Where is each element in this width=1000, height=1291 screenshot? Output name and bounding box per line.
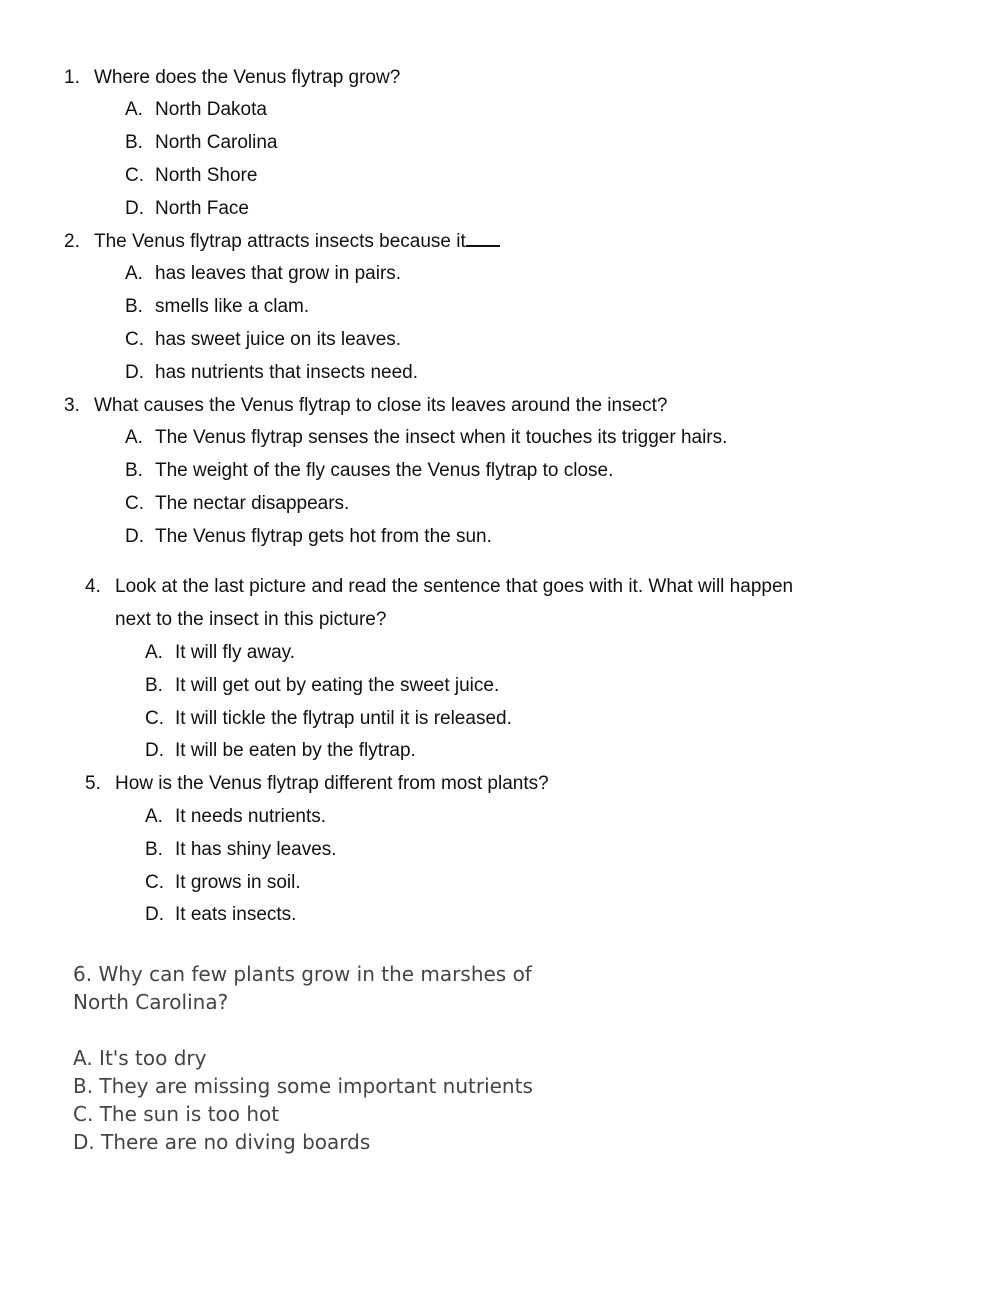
question-2 <box>64 230 500 254</box>
option-6c: C. The sun is too hot <box>73 1102 280 1126</box>
answer-blank <box>466 231 500 247</box>
option-5c <box>145 871 301 895</box>
option-4d <box>145 739 416 763</box>
option-letter: A. <box>125 99 143 120</box>
option-text: North Shore <box>155 165 258 186</box>
option-text: It has shiny leaves. <box>175 839 337 860</box>
option-3c <box>125 492 349 516</box>
option-text: North Carolina <box>155 132 278 153</box>
option-text: It will be eaten by the flytrap. <box>175 740 416 761</box>
question-4-continued <box>115 608 386 632</box>
question-text: What causes the Venus flytrap to close its leaves around the insect? <box>94 395 668 416</box>
option-letter: C. <box>125 165 144 186</box>
question-number: 1. <box>64 67 80 88</box>
option-5a <box>145 805 326 829</box>
option-1b <box>125 131 278 155</box>
option-letter: A. <box>145 642 163 663</box>
option-4a <box>145 641 295 665</box>
option-text: It grows in soil. <box>175 872 301 893</box>
question-text: The Venus flytrap attracts insects because it <box>94 231 466 252</box>
option-1c <box>125 164 257 188</box>
option-1a <box>125 98 267 122</box>
option-text: It needs nutrients. <box>175 806 327 827</box>
option-6a: A. It's too dry <box>73 1046 207 1070</box>
option-text: has leaves that grow in pairs. <box>155 263 402 284</box>
option-letter: C. <box>125 329 144 350</box>
option-letter: D. <box>125 362 144 383</box>
option-5b <box>145 838 337 862</box>
option-6b: B. They are missing some important nutrients <box>73 1074 533 1098</box>
option-letter: D. <box>125 526 144 547</box>
option-text: It will fly away. <box>175 642 296 663</box>
option-text: smells like a clam. <box>155 296 310 317</box>
question-text-line2: next to the insect in this picture? <box>115 609 387 630</box>
option-5d <box>145 903 296 927</box>
question-4 <box>85 575 793 599</box>
question-number: 4. <box>85 576 101 597</box>
question-number: 3. <box>64 395 80 416</box>
option-text: has nutrients that insects need. <box>155 362 418 383</box>
question-text: How is the Venus flytrap different from most plants? <box>115 773 549 794</box>
option-letter: C. <box>145 708 164 729</box>
option-letter: A. <box>125 263 143 284</box>
question-5 <box>85 772 549 796</box>
option-text: It will tickle the flytrap until it is released. <box>175 708 512 729</box>
option-letter: B. <box>145 839 163 860</box>
option-text: It eats insects. <box>175 904 297 925</box>
question-6-continued: North Carolina? <box>73 990 229 1014</box>
option-letter: A. <box>145 806 163 827</box>
option-letter: B. <box>125 132 143 153</box>
option-letter: C. <box>145 872 164 893</box>
option-2c <box>125 328 401 352</box>
option-4c <box>145 707 512 731</box>
option-text: North Face <box>155 198 249 219</box>
option-text: The nectar disappears. <box>155 493 350 514</box>
option-letter: C. <box>125 493 144 514</box>
option-letter: B. <box>125 460 143 481</box>
question-text: Where does the Venus flytrap grow? <box>94 67 401 88</box>
option-3b <box>125 459 613 483</box>
option-letter: D. <box>125 198 144 219</box>
option-2b <box>125 295 309 319</box>
option-text: North Dakota <box>155 99 267 120</box>
option-letter: D. <box>145 904 164 925</box>
question-number: 2. <box>64 231 80 252</box>
option-letter: A. <box>125 427 143 448</box>
option-letter: D. <box>145 740 164 761</box>
option-text: The weight of the fly causes the Venus flytrap to close. <box>155 460 614 481</box>
question-6: 6. Why can few plants grow in the marshes of <box>73 962 532 986</box>
option-3d <box>125 525 492 549</box>
option-text: The Venus flytrap gets hot from the sun. <box>155 526 492 547</box>
option-letter: B. <box>125 296 143 317</box>
option-2a <box>125 262 401 286</box>
question-text-line1: Look at the last picture and read the sentence that goes with it. What will happen <box>115 576 794 597</box>
question-3 <box>64 394 668 418</box>
question-number: 5. <box>85 773 101 794</box>
option-text: has sweet juice on its leaves. <box>155 329 402 350</box>
option-text: The Venus flytrap senses the insect when it touches its trigger hairs. <box>155 427 728 448</box>
option-3a <box>125 426 727 450</box>
option-6d: D. There are no diving boards <box>73 1130 371 1154</box>
option-letter: B. <box>145 675 163 696</box>
option-2d <box>125 361 418 385</box>
option-1d <box>125 197 249 221</box>
option-text: It will get out by eating the sweet juice. <box>175 675 500 696</box>
option-4b <box>145 674 499 698</box>
question-1 <box>64 66 400 90</box>
